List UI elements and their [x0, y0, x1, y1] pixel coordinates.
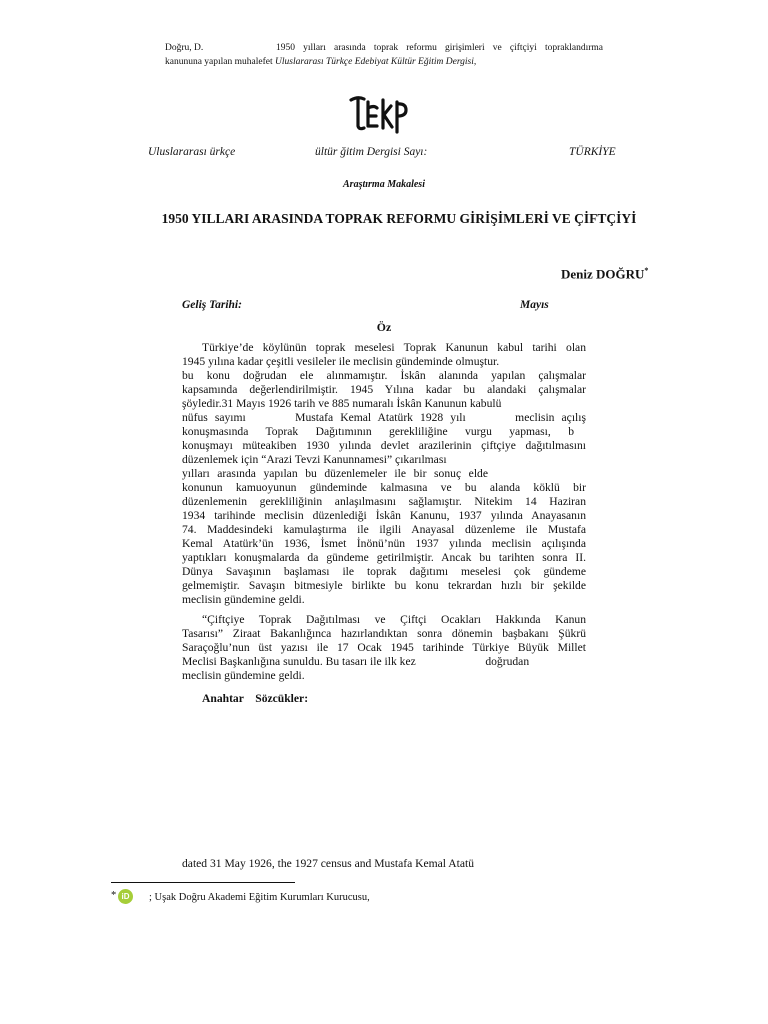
- author-name: [561, 266, 648, 282]
- journal-logo: [348, 94, 410, 134]
- journal-country: TÜRKİYE: [569, 146, 616, 158]
- abstract-p2-line: Meclisi Başkanlığına sunuldu. Bu tasarı ile ilk kez doğrudan: [182, 655, 530, 668]
- abstract-heading: Öz: [376, 320, 392, 334]
- abstract-line: 1945 yılına kadar çeşitli vesileler ile meclisin gündeminde olmuştur.: [182, 355, 500, 368]
- abstract-line: Türkiye’de köylünün toprak meselesi Toprak Kanunun kabul tarihi olan: [202, 341, 586, 354]
- received-month: Mayıs: [520, 299, 549, 311]
- abstract-line: yılları arasında yapılan bu düzenlemeler ile bir sonuç elde: [182, 467, 488, 480]
- abstract-p2-line: meclisin gündemine geldi.: [182, 669, 305, 682]
- abstract-line: yaptıkları konuşmalarda da gündeme getirilmiştir. Ancak bu tarihten sonra II.: [182, 551, 586, 564]
- abstract-line: nüfus sayımı Mustafa Kemal Atatürk 1928 yılı meclisin açılış: [182, 411, 586, 424]
- abstract-line: konuşmasında Toprak Dağıtımının gerekliliğine vurgu yapması, b: [182, 425, 574, 438]
- footnote-text: ; Uşak Doğru Akademi Eğitim Kurumları Kurucusu,: [149, 892, 370, 903]
- orcid-icon[interactable]: iD: [118, 889, 133, 904]
- footnote-mark: *: [111, 890, 117, 901]
- abstract-p2-line: “Çiftçiye Toprak Dağıtılması ve Çiftçi Ocakları Hakkında Kanun: [202, 613, 586, 626]
- received-label: Geliş Tarihi:: [182, 299, 242, 311]
- author-footnote-mark[interactable]: *: [644, 266, 649, 275]
- abstract-line: Kemal Atatürk’ün 1936, İsmet İnönü’nün 1937 yılında meclisin açılışında: [182, 537, 586, 550]
- abstract-line: konuşmayı müteakiben 1930 yılında devlet arazilerinin çiftçiye dağıtılmasını: [182, 439, 586, 452]
- abstract-line: şöyledir.31 Mayıs 1926 tarih ve 885 numaralı İskân Kanunun kabulü: [182, 397, 502, 410]
- abstract-line: kapsamında değerlendirilmiştir. 1945 Yılına kadar bu alandaki çalışmalar: [182, 383, 586, 396]
- abstract-line: 1934 tarihinde meclisin düzenlediği İskân Kanunu, 1937 yılında Anayasanın: [182, 509, 586, 522]
- abstract-p2-line: Saraçoğlu’nun üst yazısı ile 17 Ocak 1945 tarihinde Türkiye Büyük Millet: [182, 641, 586, 654]
- abstract-p2-line: Tasarısı” Ziraat Bakanlığınca hazırlandıktan sonra dönemin başbakanı Şükrü: [182, 627, 586, 640]
- citation-plain: kanununa yapılan muhalefet: [165, 57, 273, 67]
- citation-line2: [165, 55, 476, 69]
- abstract-line: bu konu doğrudan ele alınmamıştır. İskân alanında yapılan çalışmalar: [182, 369, 586, 382]
- abstract-line: düzenlemek için “Arazi Tevzi Kanunnamesi” çıkarılması: [182, 453, 447, 466]
- keywords-label: Anahtar Sözcükler:: [202, 692, 309, 705]
- teke-logo-icon: [348, 94, 410, 134]
- author-name-text: Deniz DOĞRU: [561, 266, 645, 282]
- journal-name-left: Uluslararası ürkçe: [148, 146, 236, 158]
- abstract-line: düzenlemenin gerekliliğinin anlaşılmasını sağlamıştır. Nitekim 14 Haziran: [182, 495, 586, 508]
- citation-journal: Uluslararası Türkçe Edebiyat Kültür Eğitim Dergisi,: [275, 57, 477, 67]
- journal-name-mid: ültür ğitim Dergisi Sayı:: [315, 146, 428, 158]
- english-abstract-line: dated 31 May 1926, the 1927 census and Mustafa Kemal Atatü: [182, 857, 475, 870]
- abstract-line: gelmemiştir. Savaşın bitmesiyle birlikte bu konu tekrardan hızlı bir şekilde: [182, 579, 586, 592]
- footnote-separator: [111, 882, 295, 883]
- abstract-line: 74. Maddesindeki kamulaştırma ile ilgili Anayasal düzenleme ile Mustafa: [182, 523, 586, 536]
- abstract-line: meclisin gündemine geldi.: [182, 593, 305, 606]
- abstract-line: konunun kamuoyunun gündeminde kalmasına ve bu alanda köklü bir: [182, 481, 586, 494]
- article-type: Araştırma Makalesi: [343, 179, 425, 190]
- article-title: 1950 YILLARI ARASINDA TOPRAK REFORMU GİRİŞİMLERİ VE ÇİFTÇİYİ: [161, 211, 637, 226]
- abstract-line: Dünya Savaşının başlaması ile toprak dağıtımı meselesi çok gündeme: [182, 565, 586, 578]
- citation-author: Doğru, D.: [165, 43, 204, 53]
- citation-title: 1950 yılları arasında toprak reformu girişimleri ve çiftçiyi topraklandırma: [276, 43, 603, 53]
